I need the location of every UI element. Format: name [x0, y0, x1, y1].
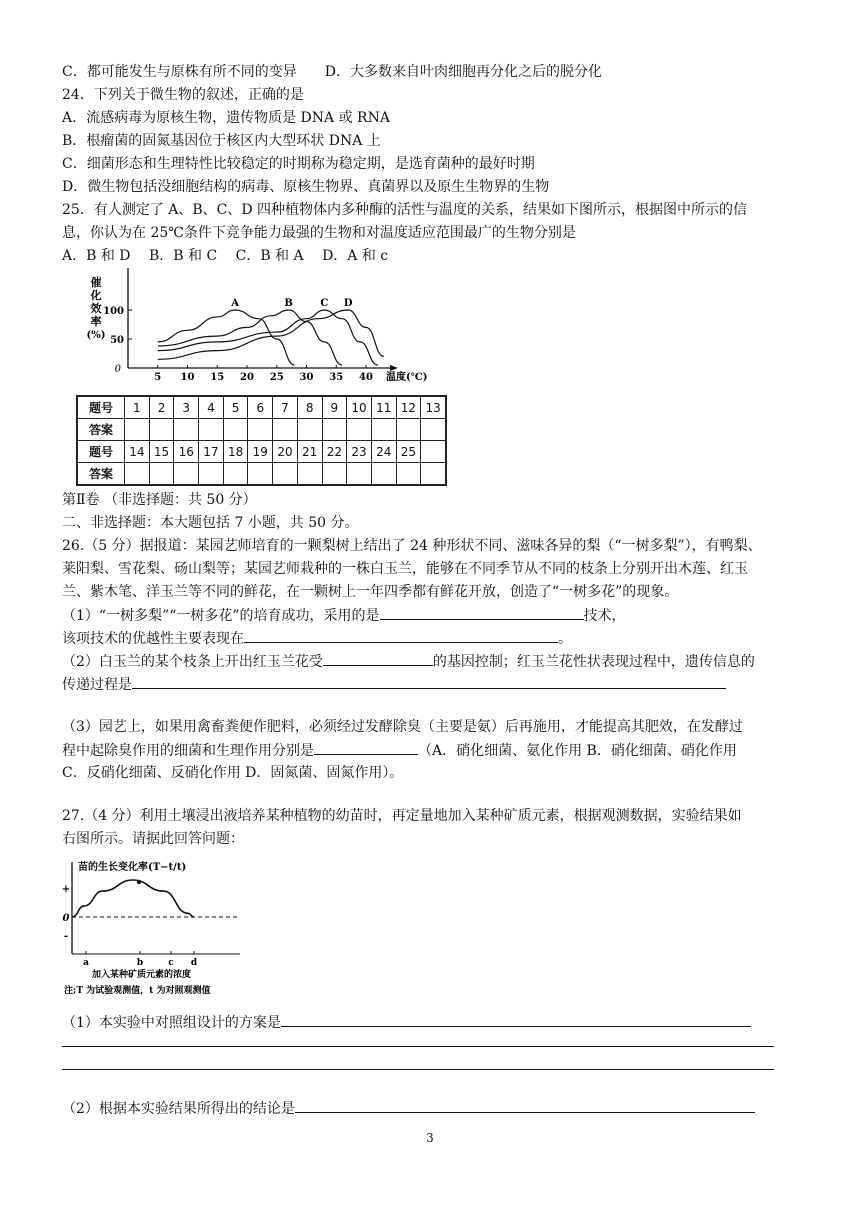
q27-part2-line1: [62, 1098, 755, 1119]
answer-table-answer-row-1: [77, 419, 446, 441]
question-number-cell: 25: [396, 441, 421, 463]
chart1-y-label-char: 化: [90, 289, 102, 302]
chart1-x-tick-label: 15: [210, 372, 225, 383]
chart1-ticks: [103, 306, 373, 383]
answer-cell[interactable]: [322, 419, 347, 441]
answer-cell[interactable]: [149, 463, 174, 486]
q26-answer-blank-1[interactable]: [380, 605, 584, 620]
chart1-series-label-C: C: [320, 298, 329, 309]
answer-cell[interactable]: [125, 463, 150, 486]
question-number-cell: 10: [347, 396, 372, 419]
q26-part3-text-b: 程中起除臭作用的细菌和生理作用分别是: [62, 743, 314, 759]
chart1-y-tick-label: 100: [103, 306, 124, 317]
chart1-x-tick-label: 20: [240, 372, 254, 383]
enzyme-temperature-chart: [80, 266, 440, 388]
q26-part3-line1: （3）园艺上，如果用禽畜粪便作肥料，必须经过发酵除臭（主要是氨）后再施用，才能提高其肥效，在发酵过: [62, 719, 743, 735]
chart2-y-tick-label: +: [61, 884, 71, 895]
chart1-y-tick-label: 0: [114, 364, 121, 375]
chart1-y-tick-label: 50: [110, 335, 124, 346]
q26-answer-blank-5[interactable]: [314, 740, 418, 755]
q27-stem-line2: 右图所示。请据此回答问题：: [62, 831, 244, 847]
chart1-x-tick-label: 25: [269, 372, 284, 383]
answer-cell[interactable]: [199, 419, 224, 441]
chart1-series-label-A: A: [231, 298, 239, 309]
chart1-x-axis-label: 温度(℃): [386, 372, 428, 383]
answer-table-header-row-1: [77, 396, 446, 419]
question-number-cell: 2: [149, 396, 174, 419]
question-number-cell: 15: [149, 441, 174, 463]
chart2-note: 注;T 为试验观测值，t 为对照观测值: [64, 986, 211, 996]
answer-cell[interactable]: [347, 463, 372, 486]
question-number-cell: 24: [371, 441, 396, 463]
q26-part2-line2: [62, 674, 726, 695]
q27-part2-text: （2）根据本实验结果所得出的结论是: [62, 1101, 295, 1117]
answer-table-header-row-2: [77, 441, 446, 463]
question-number-cell: 12: [396, 396, 421, 419]
answer-cell[interactable]: [371, 419, 396, 441]
q24-stem: 24．下列关于微生物的叙述，正确的是: [62, 87, 304, 103]
question-number-cell: 20: [273, 441, 298, 463]
chart2-x-axis-label: 加入某种矿质元素的浓度: [92, 970, 192, 980]
chart1-x-tick-label: 35: [329, 372, 344, 383]
question-number-cell: 22: [322, 441, 347, 463]
chart1-x-tick-label: 5: [154, 372, 162, 383]
answer-cell[interactable]: [421, 419, 446, 441]
q26-answer-blank-2[interactable]: [244, 628, 558, 643]
question-number-cell: 21: [297, 441, 322, 463]
answer-cell[interactable]: [199, 463, 224, 486]
part2-section-heading: 二、非选择题：本大题包括 7 小题，共 50 分。: [62, 515, 359, 531]
answer-cell[interactable]: [297, 419, 322, 441]
question-number-cell: 6: [248, 396, 273, 419]
q24-option-c: C．细菌形态和生理特性比较稳定的时期称为稳定期，是选育菌种的最好时期: [62, 156, 535, 172]
chart2-y-tick-label: -: [63, 931, 69, 942]
chart2-x-tick-label: d: [190, 958, 198, 968]
q24-option-a: A．流感病毒为原核生物，遗传物质是 DNA 或 RNA: [62, 110, 390, 126]
q26-part3-line3: C．反硝化细菌、反硝化作用 D．固氮菌、固氮作用）。: [62, 765, 404, 781]
chart2-y-label: 苗的生长变化率(T−t/t): [78, 862, 187, 873]
answer-cell[interactable]: [248, 463, 273, 486]
chart2-x-tick-label: c: [168, 958, 174, 968]
q25-stem-line2: 息，你认为在 25℃条件下竞争能力最强的生物和对温度适应范围最广的生物分别是: [62, 225, 576, 241]
answer-cell[interactable]: [273, 419, 298, 441]
q23-option-c: C．都可能发生与原株有所不同的变异: [62, 64, 297, 80]
q26-part1-text-a: （1）“一树多梨”“一树多花”的培育成功，采用的是: [62, 608, 380, 624]
q26-stem-line3: 兰、紫木笔、洋玉兰等不同的鲜花，在一颗树上一年四季都有鲜花开放，创造了“一树多花”的现象。: [62, 584, 679, 600]
chart1-y-label-char: 效: [90, 302, 102, 315]
chart2-frame: [62, 860, 240, 996]
q25-stem-line1: 25．有人测定了 A、B、C、D 四种植物体内多种酶的活性与温度的关系，结果如下图所示，根据图中所示的信: [62, 202, 748, 218]
q24-option-d: D．微生物包括没细胞结构的病毒、原核生物界、真菌界以及原生生物界的生物: [62, 179, 550, 195]
question-number-cell: 4: [199, 396, 224, 419]
question-number-cell: 13: [421, 396, 446, 419]
answer-cell[interactable]: [125, 419, 150, 441]
q26-part1-text-b: 技术，: [583, 608, 626, 624]
chart2-series-line: [72, 880, 194, 917]
chart1-x-arrow: [390, 365, 398, 371]
chart1-x-tick-label: 30: [299, 372, 314, 383]
chart1-axes: [128, 268, 427, 383]
answer-table: [76, 395, 447, 486]
question-number-cell: 3: [174, 396, 199, 419]
question-number-cell: 1: [125, 396, 150, 419]
page-number: 3: [426, 1131, 434, 1145]
question-number-cell: 9: [322, 396, 347, 419]
answer-cell[interactable]: [223, 419, 248, 441]
q26-part1-text-d: 。: [558, 631, 572, 647]
question-number-cell: 16: [174, 441, 199, 463]
answer-cell[interactable]: [248, 419, 273, 441]
question-number-cell: 14: [125, 441, 150, 463]
chart2-series: [72, 880, 194, 917]
question-number-cell: 23: [347, 441, 372, 463]
chart1-series: [158, 298, 384, 365]
answer-cell[interactable]: [174, 419, 199, 441]
q26-part1-line2: [62, 628, 572, 649]
q27-part1-line1: [62, 1012, 751, 1033]
chart1-series-line-B: [158, 310, 342, 365]
chart1-x-tick-label: 40: [359, 372, 373, 383]
chart1-y-label-unit: (%): [86, 330, 106, 341]
answer-cell[interactable]: [223, 463, 248, 486]
q26-answer-blank-4[interactable]: [132, 674, 726, 689]
q27-answer-blank-2[interactable]: [295, 1098, 755, 1113]
question-number-cell: 19: [248, 441, 273, 463]
q27-answer-line-3[interactable]: [62, 1069, 774, 1070]
q26-part1-line1: [62, 605, 626, 626]
answer-table-row-label: 题号: [77, 396, 125, 419]
q26-part2-text-b: 的基因控制；红玉兰花性状表现过程中，遗传信息的: [432, 654, 755, 670]
q26-part2-line1: [62, 651, 755, 672]
q23-options-line: [62, 62, 602, 82]
q27-answer-blank-1[interactable]: [281, 1012, 751, 1027]
answer-table-row-label: 题号: [77, 441, 125, 463]
q26-part3-text-c: （A．硝化细菌、氨化作用 B．硝化细菌、硝化作用: [418, 743, 737, 759]
answer-cell[interactable]: [396, 463, 421, 486]
seedling-growth-chart: [60, 858, 250, 1000]
question-number-cell: 17: [199, 441, 224, 463]
chart2-peak-marker: [137, 880, 141, 884]
answer-table-row-label: 答案: [77, 419, 125, 441]
q27-answer-line-2[interactable]: [62, 1046, 774, 1047]
part2-title: 第Ⅱ卷 （非选择题：共 50 分）: [62, 492, 257, 508]
question-number-cell: 8: [297, 396, 322, 419]
answer-cell[interactable]: [149, 419, 174, 441]
chart1-x-tick-label: 10: [180, 372, 195, 383]
q25-options: A．B 和 D B．B 和 C C．B 和 A D．A 和 c: [62, 248, 389, 264]
q27-part1-text: （1）本实验中对照组设计的方案是: [62, 1015, 281, 1031]
q23-option-d: D．大多数来自叶肉细胞再分化之后的脱分化: [324, 64, 602, 80]
q26-stem-line1: 26.（5 分）据报道：某园艺师培育的一颗梨树上结出了 24 种形状不同、滋味各异的梨（“一树多梨”），有鸭梨、: [62, 538, 762, 554]
q27-stem-line1: 27.（4 分）利用土壤浸出液培养某种植物的幼苗时，再定量地加入某种矿质元素，根据观测数据，实验结果如: [62, 808, 742, 824]
q26-part2-text-a: （2）白玉兰的某个枝条上开出红玉兰花受: [62, 654, 323, 670]
answer-cell[interactable]: [174, 463, 199, 486]
answer-table-answer-row-2: [77, 463, 446, 486]
question-number-cell: 7: [273, 396, 298, 419]
answer-cell[interactable]: [273, 463, 298, 486]
question-number-cell: 5: [223, 396, 248, 419]
chart2-y-tick-label: 0: [62, 913, 70, 924]
q26-part2-text-c: 传递过程是: [62, 677, 132, 693]
q26-answer-blank-3[interactable]: [323, 651, 433, 666]
chart1-y-label-char: 催: [90, 276, 102, 289]
answer-cell[interactable]: [421, 463, 446, 486]
chart1-series-line-C: [158, 310, 378, 365]
q26-part3-line2: [62, 740, 737, 761]
answer-cell[interactable]: [371, 463, 396, 486]
chart1-series-label-B: B: [284, 298, 293, 309]
chart1-series-label-D: D: [343, 298, 353, 309]
q26-stem-line2: 莱阳梨、雪花梨、砀山梨等；某园艺师栽种的一株白玉兰，能够在不同季节从不同的枝条上分别开出木莲、红玉: [62, 561, 748, 577]
answer-cell[interactable]: [297, 463, 322, 486]
answer-table-row-label: 答案: [77, 463, 125, 486]
question-number-cell: [421, 441, 446, 463]
chart2-x-tick-label: a: [83, 958, 89, 968]
chart1-y-label-char: 率: [90, 315, 102, 328]
answer-cell[interactable]: [396, 419, 421, 441]
q26-part1-text-c: 该项技术的优越性主要表现在: [62, 631, 244, 647]
chart2-x-tick-label: b: [136, 958, 144, 968]
q24-option-b: B．根瘤菌的固氮基因位于核区内大型环状 DNA 上: [62, 133, 381, 149]
answer-cell[interactable]: [347, 419, 372, 441]
answer-cell[interactable]: [322, 463, 347, 486]
question-number-cell: 18: [223, 441, 248, 463]
question-number-cell: 11: [371, 396, 396, 419]
